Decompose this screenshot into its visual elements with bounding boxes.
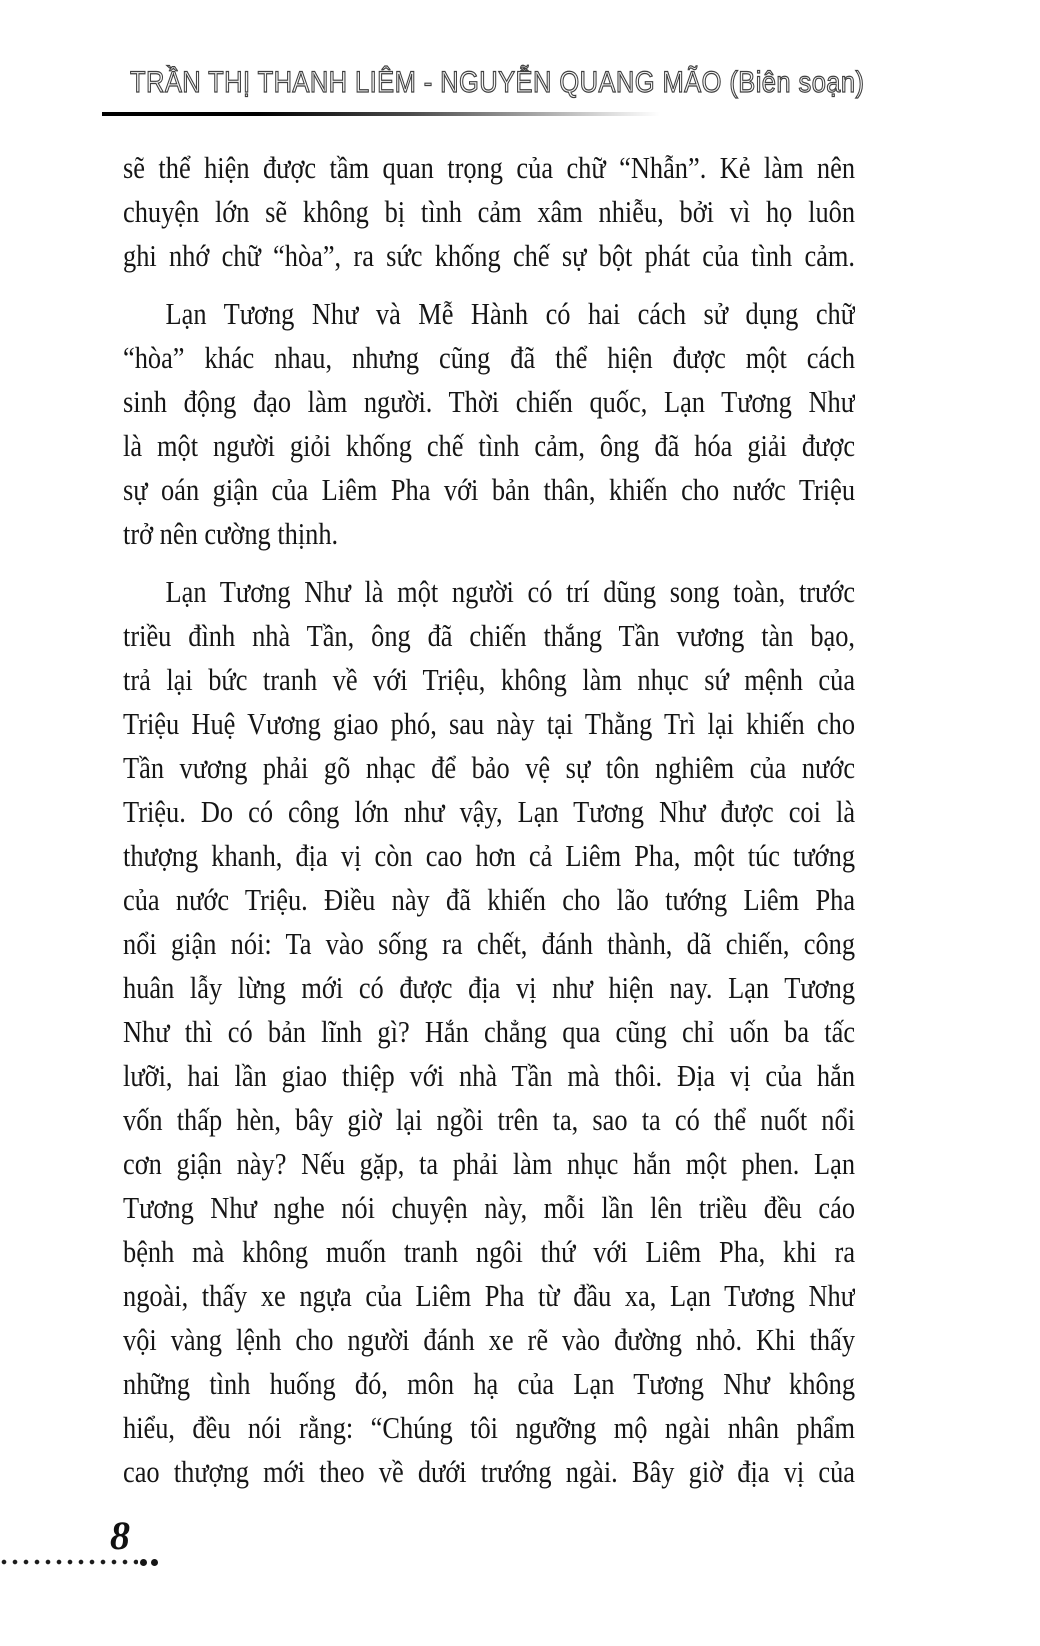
text-line: thượng khanh, địa vị còn cao hơn cả Liêm Pha, một túc tướng [123,838,856,873]
text-line: vốn thấp hèn, bây giờ lại ngồi trên ta, sao ta có thể nuốt nổi [123,1102,856,1137]
text-line: Lạn Tương Như và Mễ Hành có hai cách sử dụng chữ [165,296,856,331]
header-rule [102,112,660,116]
text-line: cơn giận này? Nếu gặp, ta phải làm nhục hắn một phen. Lạn [123,1146,856,1181]
text-line: hiểu, đều nói rằng: “Chúng tôi ngưỡng mộ ngài nhân phẩm [123,1410,856,1445]
text-line: sẽ thể hiện được tầm quan trọng của chữ “Nhẫn”. Kẻ làm nên [123,150,856,185]
text-line: Tần vương phải gõ nhạc để bảo vệ sự tôn nghiêm của nước [123,750,856,785]
text-line: sinh động đạo làm người. Thời chiến quốc, Lạn Tương Như [123,384,856,419]
footer-dot-large-1 [140,1559,147,1566]
text-line: Triệu Huệ Vương giao phó, sau này tại Thằng Trì lại khiến cho [123,706,856,741]
text-line: Triệu. Do có công lớn như vậy, Lạn Tương Như được coi là [123,794,856,829]
text-line: huân lẫy lừng mới có được địa vị như hiện nay. Lạn Tương [123,970,856,1005]
text-line: vội vàng lệnh cho người đánh xe rẽ vào đường nhỏ. Khi thấy [123,1322,856,1357]
text-line: chuyện lớn sẽ không bị tình cảm xâm nhiễu, bởi vì họ luôn [123,194,856,229]
text-line: nổi giận nói: Ta vào sống ra chết, đánh thành, dã chiến, công [123,926,856,961]
text-line: của nước Triệu. Điều này đã khiến cho lão tướng Liêm Pha [123,882,856,917]
text-line: trả lại bức tranh về với Triệu, không làm nhục sứ mệnh của [123,662,856,697]
text-line: Như thì có bản lĩnh gì? Hắn chẳng qua cũng chỉ uốn ba tấc [123,1014,856,1049]
text-line: triều đình nhà Tần, ông đã chiến thắng Tần vương tàn bạo, [123,618,856,653]
text-line: những tình huống đó, môn hạ của Lạn Tương Như không [123,1366,856,1401]
text-line: Tương Như nghe nói chuyện này, mỗi lần lên triều đều cáo [123,1190,856,1225]
text-line: sự oán giận của Liêm Pha với bản thân, khiến cho nước Triệu [123,472,856,507]
text-line: trở nên cường thịnh. [123,516,339,551]
text-line: ngoài, thấy xe ngựa của Liêm Pha từ đầu xa, Lạn Tương Như [123,1278,856,1313]
text-line: lưỡi, hai lần giao thiệp với nhà Tần mà thôi. Địa vị của hắn [123,1058,856,1093]
text-line: bệnh mà không muốn tranh ngôi thứ với Liêm Pha, khi ra [123,1234,856,1269]
footer-dot-large-2 [151,1559,158,1566]
text-line: cao thượng mới theo về dưới trướng ngài. Bây giờ địa vị của [123,1454,856,1489]
text-line: ghi nhớ chữ “hòa”, ra sức khống chế sự bột phát của tình cảm. [123,238,856,273]
paragraph [123,570,855,1494]
footer-dotted-line [0,1558,138,1566]
text-line: “hòa” khác nhau, nhưng cũng đã thể hiện được một cách [123,340,856,375]
text-line: Lạn Tương Như là một người có trí dũng song toàn, trước [165,574,856,609]
paragraph [123,146,855,278]
page-body [123,146,855,1494]
header-authors: TRẦN THỊ THANH LIÊM - NGUYỄN QUANG MÃO (Biên soạn) [130,66,865,99]
footer-page-number: 8 [110,1513,130,1558]
text-line: là một người giỏi khống chế tình cảm, ông đã hóa giải được [123,428,856,463]
paragraph [123,292,855,556]
